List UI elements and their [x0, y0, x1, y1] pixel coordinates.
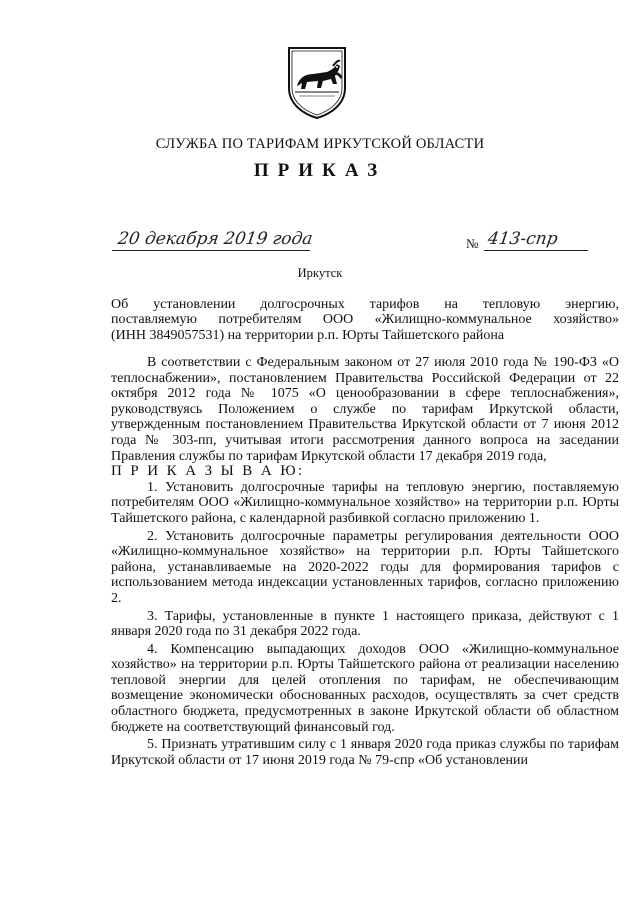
coat-of-arms-icon — [283, 44, 351, 120]
number-underline — [484, 250, 588, 251]
city-name: Иркутск — [297, 266, 343, 280]
document-type-title: ПРИКАЗ — [253, 160, 387, 181]
subject-line: поставляемую потребителям ООО «Жилищно-коммунальное хозяйство» — [111, 312, 619, 328]
date-underline — [112, 250, 310, 251]
order-item-5: 5. Признать утратившим силу с 1 января 2020 года приказ службы по тарифам Иркутской области от 17 июня 2019 года № 79-спр «Об установлении — [111, 737, 619, 768]
order-item-1: 1. Установить долгосрочные тарифы на тепловую энергию, поставляемую потребителям ООО «Жилищно-коммунальное хозяйство» на территории р.п. Юрты Тайшетского района, с календарной разбивкой согласно приложению 1. — [111, 479, 619, 526]
handwritten-order-number: 413-спр — [486, 229, 559, 249]
order-body — [111, 355, 619, 768]
preamble-paragraph: В соответствии с Федеральным законом от 27 июля 2010 года № 190-ФЗ «О теплоснабжении», постановлением Правительства Российской Федерации от 22 октября 2012 года № 1075 «О ценообразовании в сфере теплоснабжения», руководствуясь Положением о службе по тарифам Иркутской области, утвержденным постановлением Правительства Иркутской области от 7 июня 2012 года № 303-пп, учитывая итоги рассмотрения данного вопроса на заседании Правления службы по тарифам Иркутской области 17 декабря 2019 года, — [111, 355, 619, 464]
agency-name: СЛУЖБА ПО ТАРИФАМ ИРКУТСКОЙ ОБЛАСТИ — [155, 136, 485, 152]
order-item-3: 3. Тарифы, установленные в пункте 1 настоящего приказа, действуют с 1 января 2020 года по 31 декабря 2022 года. — [111, 608, 619, 640]
handwritten-date: 20 декабря 2019 года — [116, 229, 314, 249]
order-item-4: 4. Компенсацию выпадающих доходов ООО «Жилищно-коммунальное хозяйство» на территории р.п. Юрты Тайшетского района от реализации населению тепловой энергии для целей отопления по тарифам, не обеспечивающим возмещение экономически обоснованных расходов, осуществлять за счет средств областного бюджета, предусмотренных в законе Иркутской области об областном бюджете на соответствующий финансовый год. — [111, 641, 619, 735]
order-subject — [111, 297, 619, 343]
subject-line: (ИНН 3849057531) на территории р.п. Юрты Тайшетского района — [111, 327, 505, 343]
order-word: П Р И К А З Ы В А Ю: — [111, 463, 305, 480]
order-item-2: 2. Установить долгосрочные параметры регулирования деятельности ООО «Жилищно-коммунальное хозяйство» на территории р.п. Юрты Тайшетского района, устанавливаемые на 2020-2022 годы для формирования тарифов с использованием метода индексации установленных тарифов, согласно приложению 2. — [111, 528, 619, 606]
subject-line: Об установлении долгосрочных тарифов на тепловую энергию, — [111, 297, 619, 312]
number-label: № — [466, 236, 479, 251]
